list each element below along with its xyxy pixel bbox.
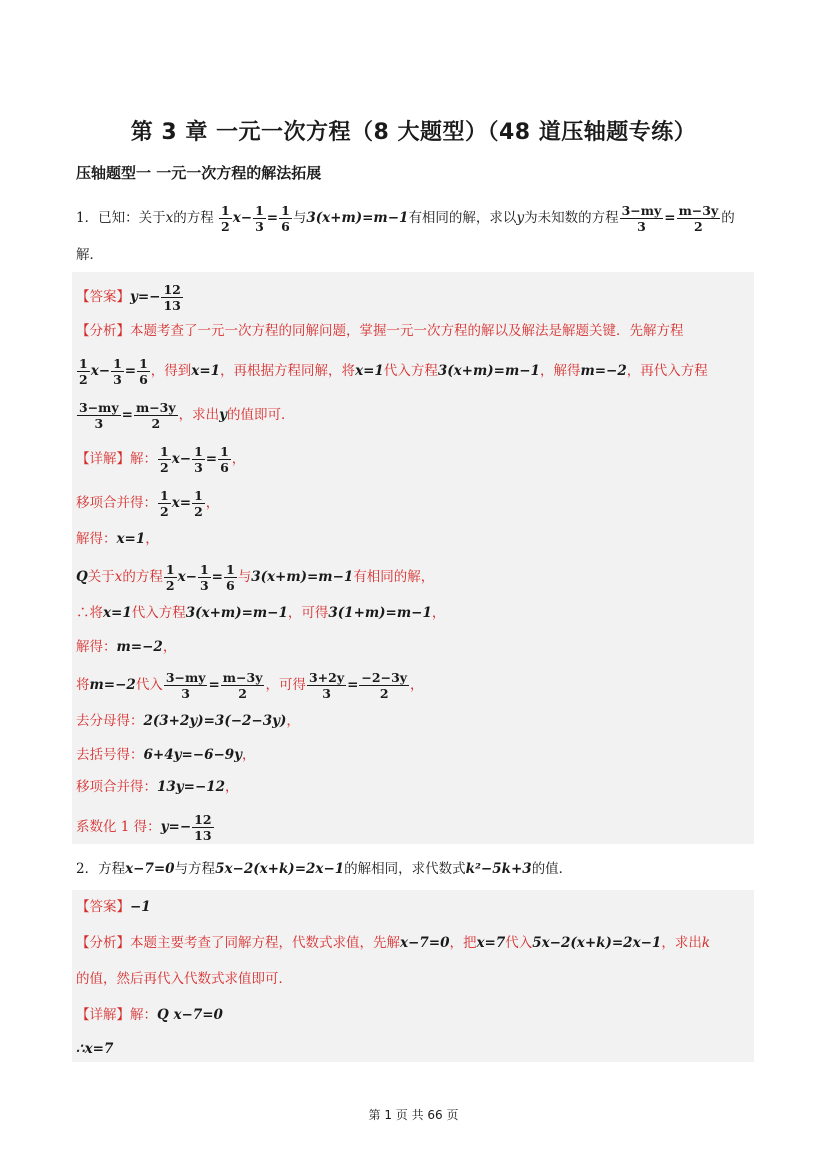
fraction: $\frac{3-my}{3}$ (621, 203, 662, 234)
question-1: 1．已知：关于x的方程 $\frac{1}{2}$ x− $\frac{1}{3}$ = $\frac{1}{6}$ 与3(x+m)=m−1有相同的解，求以y为未知数的方程 $\frac{3-my}{3}$ = $\frac{m-3y}{2}$ 的 (76, 203, 735, 234)
question-1-cont: 解． (76, 247, 103, 263)
detail-1-step8: 去括号得：6+4y=−6−9y， (76, 747, 256, 763)
detail-2-step1: 【详解】解：Q x−7=0 (76, 1007, 223, 1023)
fraction: $\frac{1}{2}$ (221, 203, 230, 234)
page-footer: 第 1 页 共 66 页 (368, 1108, 459, 1122)
analysis-1-line2: $\frac{1}{2}$ x− $\frac{1}{3}$ = $\frac{1}{6}$ ，得到x=1，再根据方程同解，将x=1代入方程3(x+m)=m−1，解得m=−2，再代入方程 (79, 356, 708, 387)
analysis-2: 【分析】本题主要考查了同解方程，代数式求值，先解x−7=0，把x=7代入5x−2(x+k)=2x−1，求出k (76, 935, 711, 951)
detail-2-step2: ∴x=7 (76, 1041, 114, 1057)
detail-1-step1: 移项合并得： $\frac{1}{2}$ x= $\frac{1}{2}$ ， (76, 488, 220, 519)
detail-1-step3: Q关于x的方程 $\frac{1}{2}$ x− $\frac{1}{3}$ = $\frac{1}{6}$ 与3(x+m)=m−1有相同的解， (76, 562, 435, 593)
analysis-1: 【分析】本题考查了一元一次方程的同解问题，掌握一元一次方程的解以及解法是解题关键．先解方程 (76, 323, 684, 339)
detail-1-start: 【详解】解： $\frac{1}{2}$ x− $\frac{1}{3}$ = $\frac{1}{6}$ ， (76, 444, 246, 475)
detail-1-step6: 将m=−2代入 $\frac{3-my}{3}$ = $\frac{m-3y}{2}$ ，可得 $\frac{3+2y}{3}$ = $\frac{-2-3y}{2}$ ， (76, 670, 424, 701)
fraction: $\frac{1}{3}$ (255, 203, 264, 234)
page-title: 第 3 章 一元一次方程（8 大题型）（48 道压轴题专练） (130, 120, 697, 145)
fraction: $\frac{1}{6}$ (281, 203, 290, 234)
fraction: $\frac{m-3y}{2}$ (678, 203, 719, 234)
detail-1-step2: 解得：x=1， (76, 531, 159, 547)
analysis-1-line3: $\frac{3-my}{3}$ = $\frac{m-3y}{2}$ ，求出y的值即可． (79, 400, 295, 431)
detail-1-step7: 去分母得：2(3+2y)=3(−2−3y)， (76, 713, 300, 729)
detail-1-step10: 系数化 1 得：y=− $\frac{12}{13}$ (76, 812, 212, 843)
answer-2: 【答案】−1 (76, 899, 151, 915)
detail-1-step4: ∴将x=1代入方程3(x+m)=m−1，可得3(1+m)=m−1， (76, 605, 446, 621)
question-2: 2．方程x−7=0与方程5x−2(x+k)=2x−1的解相同，求代数式k²−5k+3的值． (76, 861, 573, 877)
answer-1: 【答案】y=− $\frac{12}{13}$ (76, 282, 181, 313)
detail-1-step9: 移项合并得：13y=−12， (76, 779, 239, 795)
section-heading: 压轴题型一 一元一次方程的解法拓展 (76, 164, 322, 182)
analysis-2-line2: 的值，然后再代入代数式求值即可． (76, 971, 292, 987)
detail-1-step5: 解得：m=−2， (76, 639, 177, 655)
